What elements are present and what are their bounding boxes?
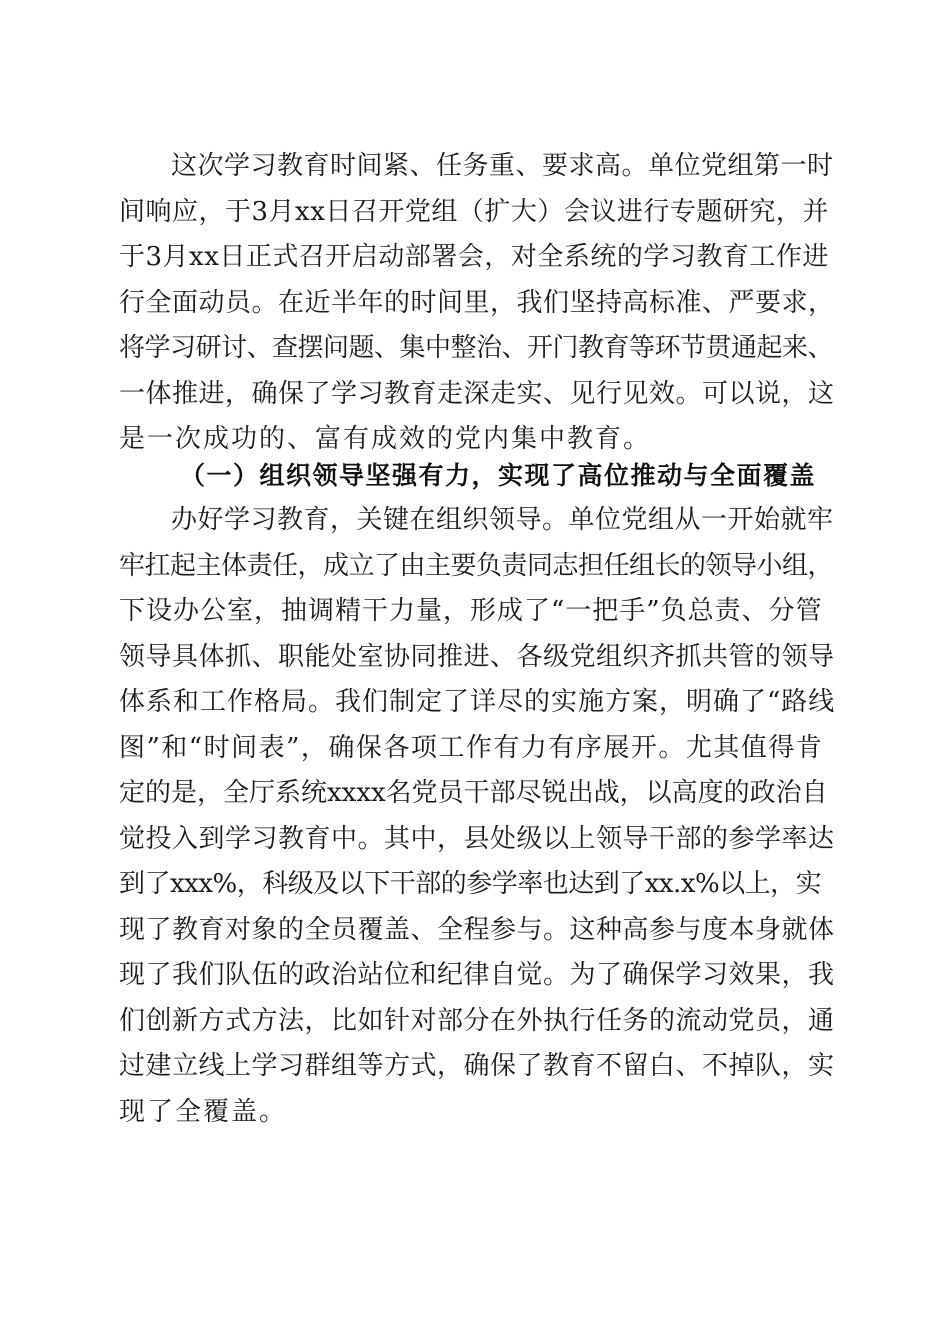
- paragraph-line: 到了xxx%，科级及以下干部的参学率也达到了xx.x%以上，实: [119, 869, 822, 899]
- paragraph-line: 现了全覆盖。: [119, 1096, 288, 1127]
- paragraph-line: 下设办公室，抽调精干力量，形成了“一把手”负总责、分管: [119, 596, 823, 626]
- paragraph-organization: [119, 498, 835, 1135]
- paragraph-line: 图”和“时间表”，确保各项工作有力有序展开。尤其值得肯: [119, 732, 824, 763]
- paragraph-line: 将学习研讨、查摆问题、集中整治、开门教育等环节贯通起来、: [119, 333, 834, 363]
- paragraph-line: 体系和工作格局。我们制定了详尽的实施方案，明确了“路线: [119, 687, 836, 717]
- paragraph-line: 行全面动员。在近半年的时间里，我们坚持高标准、严要求，: [119, 287, 835, 318]
- paragraph-line: 们创新方式方法，比如针对部分在外执行任务的流动党员，通: [119, 1005, 835, 1036]
- paragraph-line: 定的是，全厅系统xxxx名党员干部尽锐出战，以高度的政治自: [119, 778, 828, 808]
- paragraph-line: 牢扛起主体责任，成立了由主要负责同志担任组长的领导小组，: [119, 550, 834, 581]
- paragraph-intro: [119, 144, 835, 463]
- paragraph-line: 现了教育对象的全员覆盖、全程参与。这种高参与度本身就体: [119, 914, 835, 945]
- paragraph-line: 一体推进，确保了学习教育走深走实、见行见效。可以说，这: [119, 378, 835, 409]
- paragraph-line: 觉投入到学习教育中。其中，县处级以上领导干部的参学率达: [119, 823, 835, 854]
- paragraph-line: 过建立线上学习群组等方式，确保了教育不留白、不掉队，实: [119, 1051, 835, 1081]
- paragraph-line: 这次学习教育时间紧、任务重、要求高。单位党组第一时: [171, 151, 834, 181]
- paragraph-line: 领导具体抓、职能处室协同推进、各级党组织齐抓共管的领导: [119, 641, 835, 672]
- section-heading: （一）组织领导坚强有力，实现了高位推动与全面覆盖: [180, 461, 817, 490]
- paragraph-line: 现了我们队伍的政治站位和纪律自觉。为了确保学习效果，我: [119, 960, 835, 990]
- paragraph-line: 于3月xx日正式召开启动部署会，对全系统的学习教育工作进: [119, 242, 829, 272]
- paragraph-line: 间响应，于3月xx日召开党组（扩大）会议进行专题研究，并: [119, 196, 829, 227]
- paragraph-line: 是一次成功的、富有成效的党内集中教育。: [119, 424, 652, 454]
- paragraph-line: 办好学习教育，关键在组织领导。单位党组从一开始就牢: [171, 505, 834, 535]
